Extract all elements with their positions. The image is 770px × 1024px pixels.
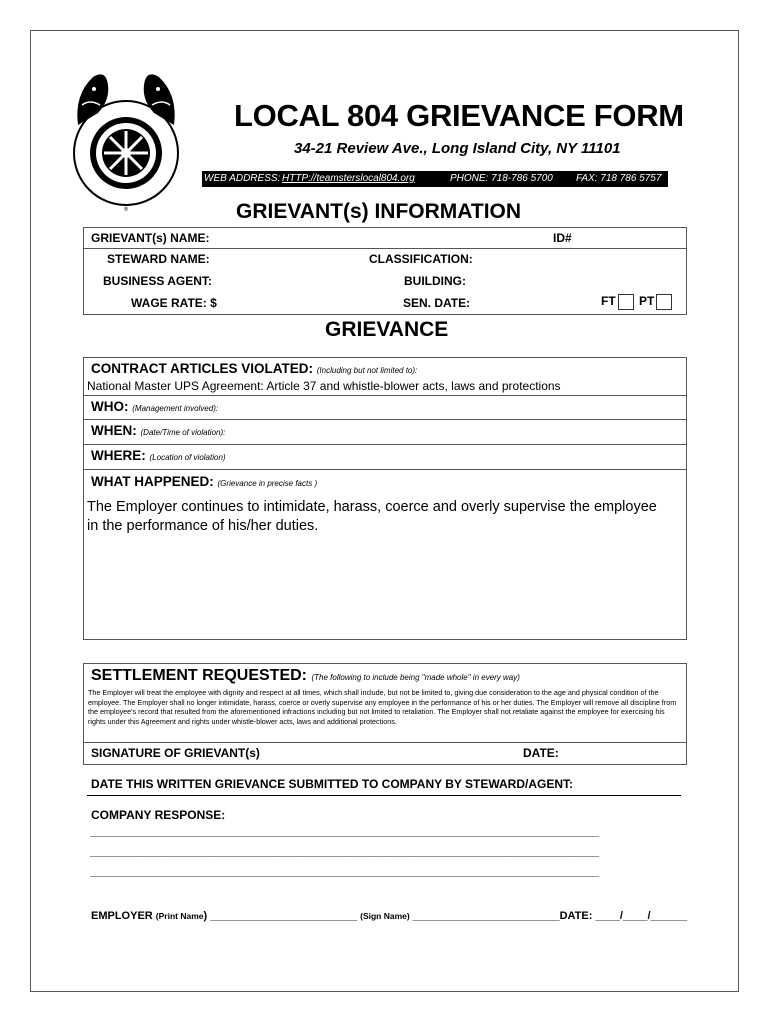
grievant-info-heading: GRIEVANT(s) INFORMATION	[236, 200, 522, 223]
wage-rate-label: WAGE RATE: $	[131, 296, 217, 310]
building-label: BUILDING:	[404, 274, 466, 288]
teamsters-logo	[68, 65, 188, 215]
svg-text:®: ®	[123, 207, 129, 213]
submitted-date-label: DATE THIS WRITTEN GRIEVANCE SUBMITTED TO COMPANY BY STEWARD/AGENT:	[91, 777, 574, 791]
business-agent-label: BUSINESS AGENT:	[103, 274, 212, 288]
ft-label: FT	[601, 294, 616, 309]
employer-label: EMPLOYER	[91, 910, 153, 922]
who-field	[91, 399, 218, 414]
id-label: ID#	[553, 231, 572, 245]
settlement-field	[91, 667, 520, 685]
web-address-link[interactable]: HTTP://teamsterslocal804.org	[282, 173, 415, 184]
when-field	[91, 423, 225, 438]
pt-checkbox[interactable]	[656, 294, 672, 310]
contract-articles-label: CONTRACT ARTICLES VIOLATED:	[91, 361, 313, 376]
steward-name-label: STEWARD NAME:	[107, 252, 210, 266]
contact-bar	[202, 171, 668, 187]
phone-number: PHONE: 718-786 5700	[450, 173, 553, 184]
who-label: WHO:	[91, 399, 129, 414]
grievant-name-label: GRIEVANT(s) NAME:	[91, 231, 210, 245]
grievant-signature-label: SIGNATURE OF GRIEVANT(s)	[91, 746, 260, 760]
contract-articles-value[interactable]: National Master UPS Agreement: Article 37 and whistle-blower acts, laws and protections	[87, 379, 561, 393]
fax-number: FAX: 718 786 5757	[576, 173, 662, 184]
employer-date-field[interactable]: DATE: ____/____/______	[559, 910, 688, 922]
settlement-label: SETTLEMENT REQUESTED:	[91, 667, 308, 684]
classification-label: CLASSIFICATION:	[369, 252, 473, 266]
employer-signature-row	[91, 910, 687, 922]
when-label: WHEN:	[91, 423, 137, 438]
full-time-option	[601, 294, 672, 310]
grievance-heading: GRIEVANCE	[325, 318, 449, 341]
where-note: (Location of violation)	[149, 453, 226, 462]
print-name-line[interactable]: ________________________	[207, 910, 361, 922]
what-happened-label: WHAT HAPPENED:	[91, 474, 214, 489]
where-label: WHERE:	[91, 448, 146, 463]
what-happened-value[interactable]	[87, 498, 657, 536]
contract-articles-note: (Including but not limited to):	[316, 366, 418, 375]
company-response-label: COMPANY RESPONSE:	[91, 808, 226, 822]
union-address: 34-21 Review Ave., Long Island City, NY 11101	[294, 140, 621, 157]
pt-label: PT	[639, 294, 655, 309]
what-happened-line: The Employer continues to intimidate, harass, coerce and overly supervise the employee	[87, 499, 657, 515]
what-happened-line: in the performance of his/her duties.	[87, 518, 319, 534]
ft-checkbox[interactable]	[618, 294, 634, 310]
print-name-label: (Print Name	[155, 911, 204, 921]
who-note: (Management involved):	[132, 404, 219, 413]
sign-name-label: (Sign Name)	[360, 911, 410, 921]
response-line[interactable]: ______________________________________________________________________________________	[90, 866, 599, 878]
what-happened-note: (Grievance in precise facts )	[217, 479, 318, 488]
contract-articles-field	[91, 361, 417, 376]
settlement-note: (The following to include being "made whole" in every way)	[311, 673, 520, 682]
signature-date-label: DATE:	[523, 746, 559, 760]
print-name-close: )	[203, 910, 208, 922]
seniority-date-label: SEN. DATE:	[403, 296, 471, 310]
when-note: (Date/Time of violation):	[140, 428, 226, 437]
web-address-label: WEB ADDRESS:	[204, 173, 281, 184]
form-title: LOCAL 804 GRIEVANCE FORM	[234, 98, 684, 133]
where-field	[91, 448, 226, 463]
response-line[interactable]: ______________________________________________________________________________________	[90, 846, 599, 858]
sign-name-line[interactable]: ________________________	[409, 910, 560, 922]
settlement-text[interactable]: The Employer will treat the employee with dignity and respect at all times, which shall include, but not be limited to, giving due consideration to the age and physical condition of the employee. The Employer shall no longer intimidate, harass, coerce or overly supervise any employee in the performance of his or her duties. The Employer will remove all discipline from the employee's record that resulted from the aforementioned infractions including but not limited to retaliation. The Employer shall not retaliate against the employee for exercising his rights under this Agreement and rights under whistle-blower acts, laws and additional protections.	[88, 688, 677, 726]
what-happened-field	[91, 474, 317, 489]
response-line[interactable]: ______________________________________________________________________________________	[90, 826, 599, 838]
